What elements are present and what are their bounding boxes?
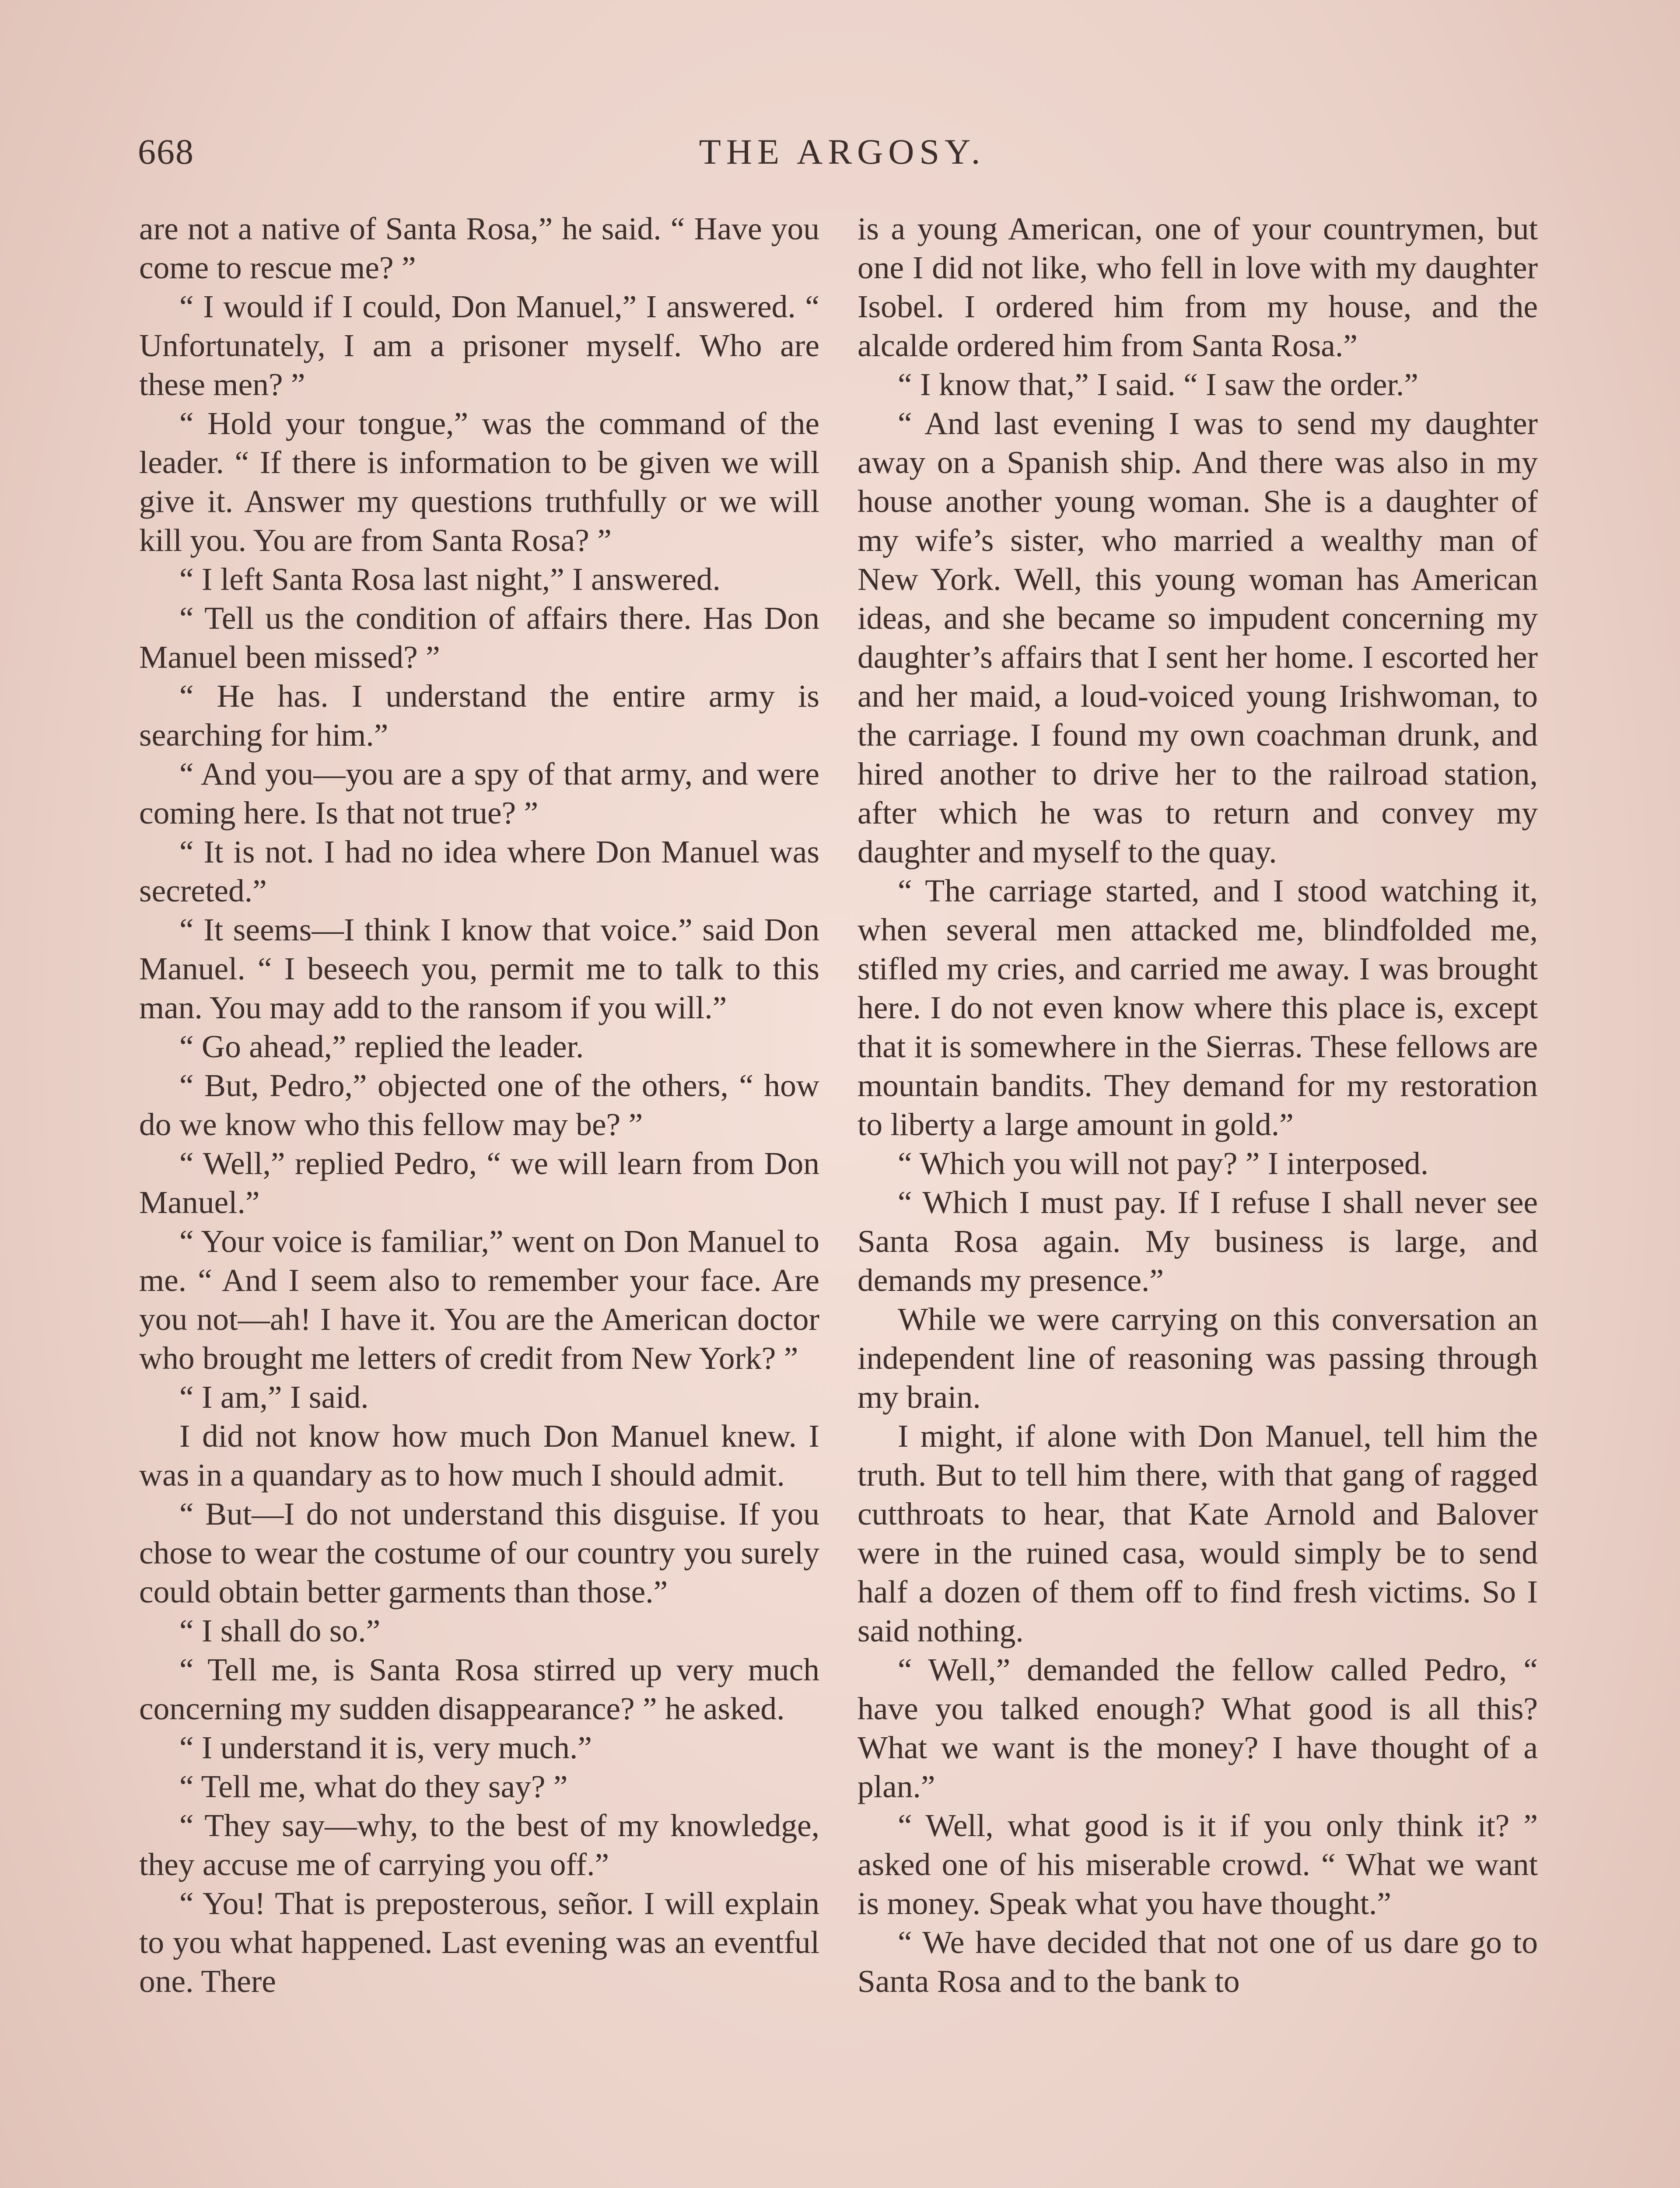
paragraph: “ You! That is preposterous, señor. I will explain to you what happened. Last evening was an eventful one. There (139, 1886, 819, 1999)
paragraph: “ I shall do so.” (179, 1613, 381, 1648)
paragraph: “ Which I must pay. If I refuse I shall never see Santa Rosa again. My business is large, and demands my presence.” (858, 1185, 1538, 1298)
paragraph: “ I would if I could, Don Manuel,” I answered. “ Unfortunately, I am a prisoner myself. Who are these men? ” (139, 289, 819, 402)
paragraph: “ It is not. I had no idea where Don Manuel was secreted.” (139, 834, 819, 908)
paragraph: “ But—I do not understand this disguise. If you chose to wear the costume of our country you surely could obtain better garments than those.” (139, 1496, 819, 1609)
paragraph: “ Well,” replied Pedro, “ we will learn from Don Manuel.” (139, 1146, 819, 1220)
paragraph: “ Tell me, is Santa Rosa stirred up very much concerning my sudden disappearance? ” he asked. (139, 1652, 819, 1726)
paragraph: are not a native of Santa Rosa,” he said. “ Have you come to rescue me? ” (139, 211, 819, 285)
paragraph: “ Tell us the condition of affairs there. Has Don Manuel been missed? ” (139, 600, 819, 675)
paragraph: “ I am,” I said. (179, 1379, 369, 1415)
paragraph: is a young American, one of your countrymen, but one I did not like, who fell in love with my daughter Isobel. I ordered him from my house, and the alcalde ordered him from Santa Rosa.” (858, 211, 1538, 363)
paragraph: “ Which you will not pay? ” I interposed. (898, 1146, 1429, 1181)
paragraph: “ They say—why, to the best of my knowledge, they accuse me of carrying you off.” (139, 1808, 819, 1882)
paragraph: “ Hold your tongue,” was the command of the leader. “ If there is information to be given we will give it. Answer my questions truthfully or we will kill you. You are from Santa Rosa? ” (139, 406, 819, 558)
paragraph: I did not know how much Don Manuel knew. I was in a quandary as to how much I should admit. (139, 1418, 819, 1493)
paragraph: “ And last evening I was to send my daughter away on a Spanish ship. And there was also in my house another young woman. She is a daughter of my wife’s sister, who married a wealthy man of New York. Well, this young woman has American ideas, and she became so impudent concerning my daughter’s affairs that I sent her home. I escorted her and her maid, a loud-voiced young Irishwoman, to the carriage. I found my own coachman drunk, and hired another to drive her to the railroad station, after which he was to return and convey my daughter and myself to the quay. (858, 406, 1538, 870)
paragraph: “ The carriage started, and I stood watching it, when several men attacked me, blindfolded me, stifled my cries, and carried me away. I was brought here. I do not even know where this place is, except that it is somewhere in the Sierras. These fellows are mountain bandits. They demand for my restoration to liberty a large amount in gold.” (858, 873, 1538, 1142)
right-text-column (858, 209, 1538, 2001)
paragraph: “ But, Pedro,” objected one of the others, “ how do we know who this fellow may be? ” (139, 1068, 819, 1142)
paragraph: “ We have decided that not one of us dare go to Santa Rosa and to the bank to (858, 1925, 1538, 1999)
paragraph: “ I left Santa Rosa last night,” I answered. (179, 561, 721, 597)
running-title: THE ARGOSY. (699, 132, 986, 172)
paragraph: “ He has. I understand the entire army is searching for him.” (139, 678, 819, 753)
left-text-column (139, 209, 819, 2001)
paragraph: “ I know that,” I said. “ I saw the order.” (898, 367, 1418, 402)
paragraph: “ Go ahead,” replied the leader. (179, 1029, 584, 1064)
paragraph: While we were carrying on this conversation an independent line of reasoning was passing through my brain. (858, 1301, 1538, 1415)
paragraph: “ Your voice is familiar,” went on Don Manuel to me. “ And I seem also to remember your face. Are you not—ah! I have it. You are the American doctor who brought me letters of credit from New York? ” (139, 1224, 819, 1376)
paragraph: “ And you—you are a spy of that army, and were coming here. Is that not true? ” (139, 756, 819, 831)
paragraph: “ Well,” demanded the fellow called Pedro, “ have you talked enough? What good is all this? What we want is the money? I have thought of a plan.” (858, 1652, 1538, 1804)
page-header (138, 131, 1547, 179)
paragraph: “ It seems—I think I know that voice.” said Don Manuel. “ I beseech you, permit me to talk to this man. You may add to the ransom if you will.” (139, 912, 819, 1025)
paragraph: “ Tell me, what do they say? ” (179, 1769, 568, 1804)
page-number: 668 (138, 132, 194, 172)
paragraph: “ Well, what good is it if you only think it? ” asked one of his miserable crowd. “ What we want is money. Speak what you have thought.” (858, 1808, 1538, 1921)
paragraph: I might, if alone with Don Manuel, tell him the truth. But to tell him there, with that gang of ragged cutthroats to hear, that Kate Arnold and Balover were in the ruined casa, would simply be to send half a dozen of them off to find fresh victims. So I said nothing. (858, 1418, 1538, 1648)
paragraph: “ I understand it is, very much.” (179, 1730, 592, 1765)
